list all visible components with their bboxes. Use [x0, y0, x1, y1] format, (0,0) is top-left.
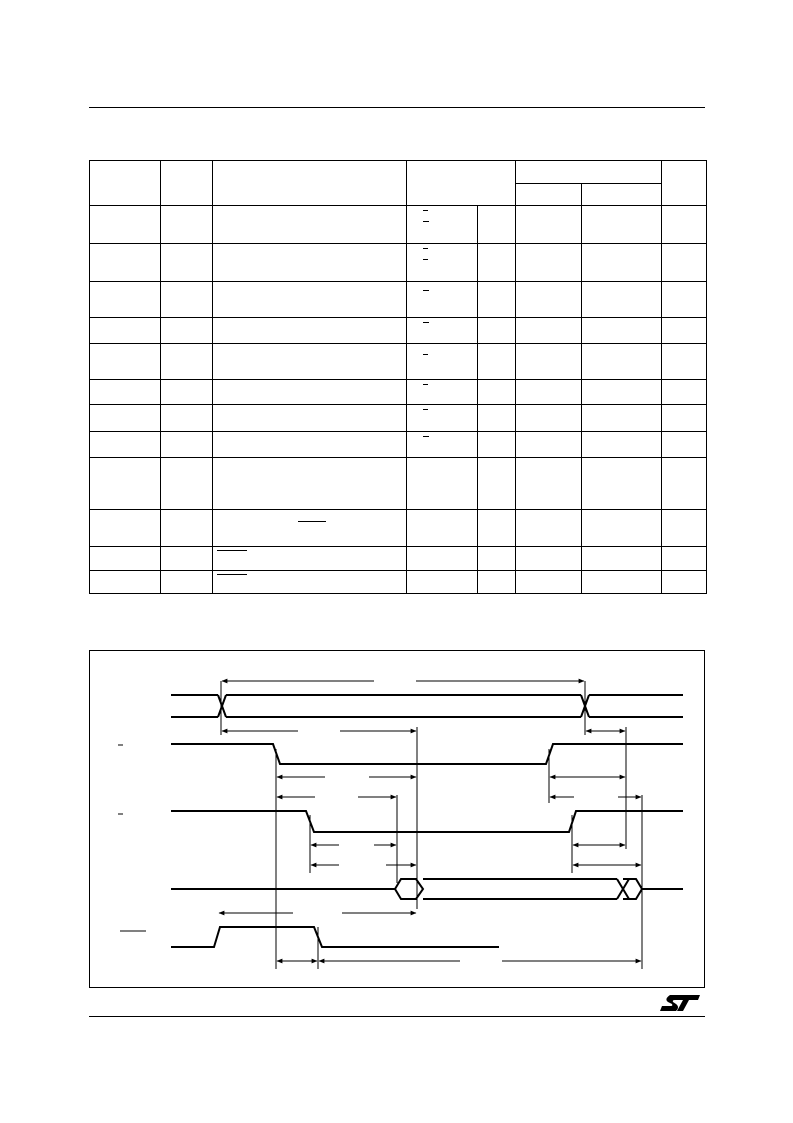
table-row	[90, 570, 707, 593]
condition-cell	[407, 318, 478, 344]
header-cell-symbol	[90, 161, 161, 206]
header-cell-max	[582, 184, 662, 206]
condition-cell	[407, 344, 478, 380]
timing-waveform-diagram	[90, 651, 706, 989]
reference-lines	[221, 681, 642, 969]
parameter-cell	[213, 546, 407, 570]
table-header-row	[90, 161, 707, 184]
condition-cell	[407, 244, 478, 282]
timing-diagram-frame	[89, 650, 705, 988]
header-cell-parameter	[213, 161, 407, 206]
header-cell-group	[516, 161, 662, 184]
header-cell-alt	[161, 161, 213, 206]
header-cell-unit	[662, 161, 707, 206]
table-row	[90, 380, 707, 404]
parameter-cell	[213, 570, 407, 593]
condition-cell	[407, 431, 478, 457]
parameter-cell	[213, 509, 407, 546]
table-row	[90, 344, 707, 380]
ac-characteristics-table	[89, 160, 707, 594]
timing-arrows	[219, 681, 641, 961]
table-row	[90, 431, 707, 457]
header-cell-test-condition	[407, 161, 516, 206]
address-bus-wave	[171, 695, 683, 717]
footer-rule	[89, 1016, 705, 1017]
header-rule	[89, 107, 705, 108]
condition-cell	[407, 282, 478, 318]
table-row	[90, 244, 707, 282]
table-row	[90, 509, 707, 546]
dq-bus-wave	[171, 879, 683, 899]
table-row	[90, 318, 707, 344]
table-row	[90, 546, 707, 570]
signal-label-overlines	[118, 745, 146, 931]
table-row	[90, 282, 707, 318]
condition-cell	[407, 206, 478, 244]
condition-cell	[407, 404, 478, 431]
e-bar-wave	[171, 744, 683, 764]
w-bar-wave	[171, 927, 499, 947]
condition-cell	[407, 380, 478, 404]
header-cell-min	[516, 184, 582, 206]
table-row	[90, 457, 707, 509]
st-logo-icon	[656, 993, 706, 1013]
table-row	[90, 404, 707, 431]
table-row	[90, 206, 707, 244]
g-bar-wave	[171, 811, 683, 832]
